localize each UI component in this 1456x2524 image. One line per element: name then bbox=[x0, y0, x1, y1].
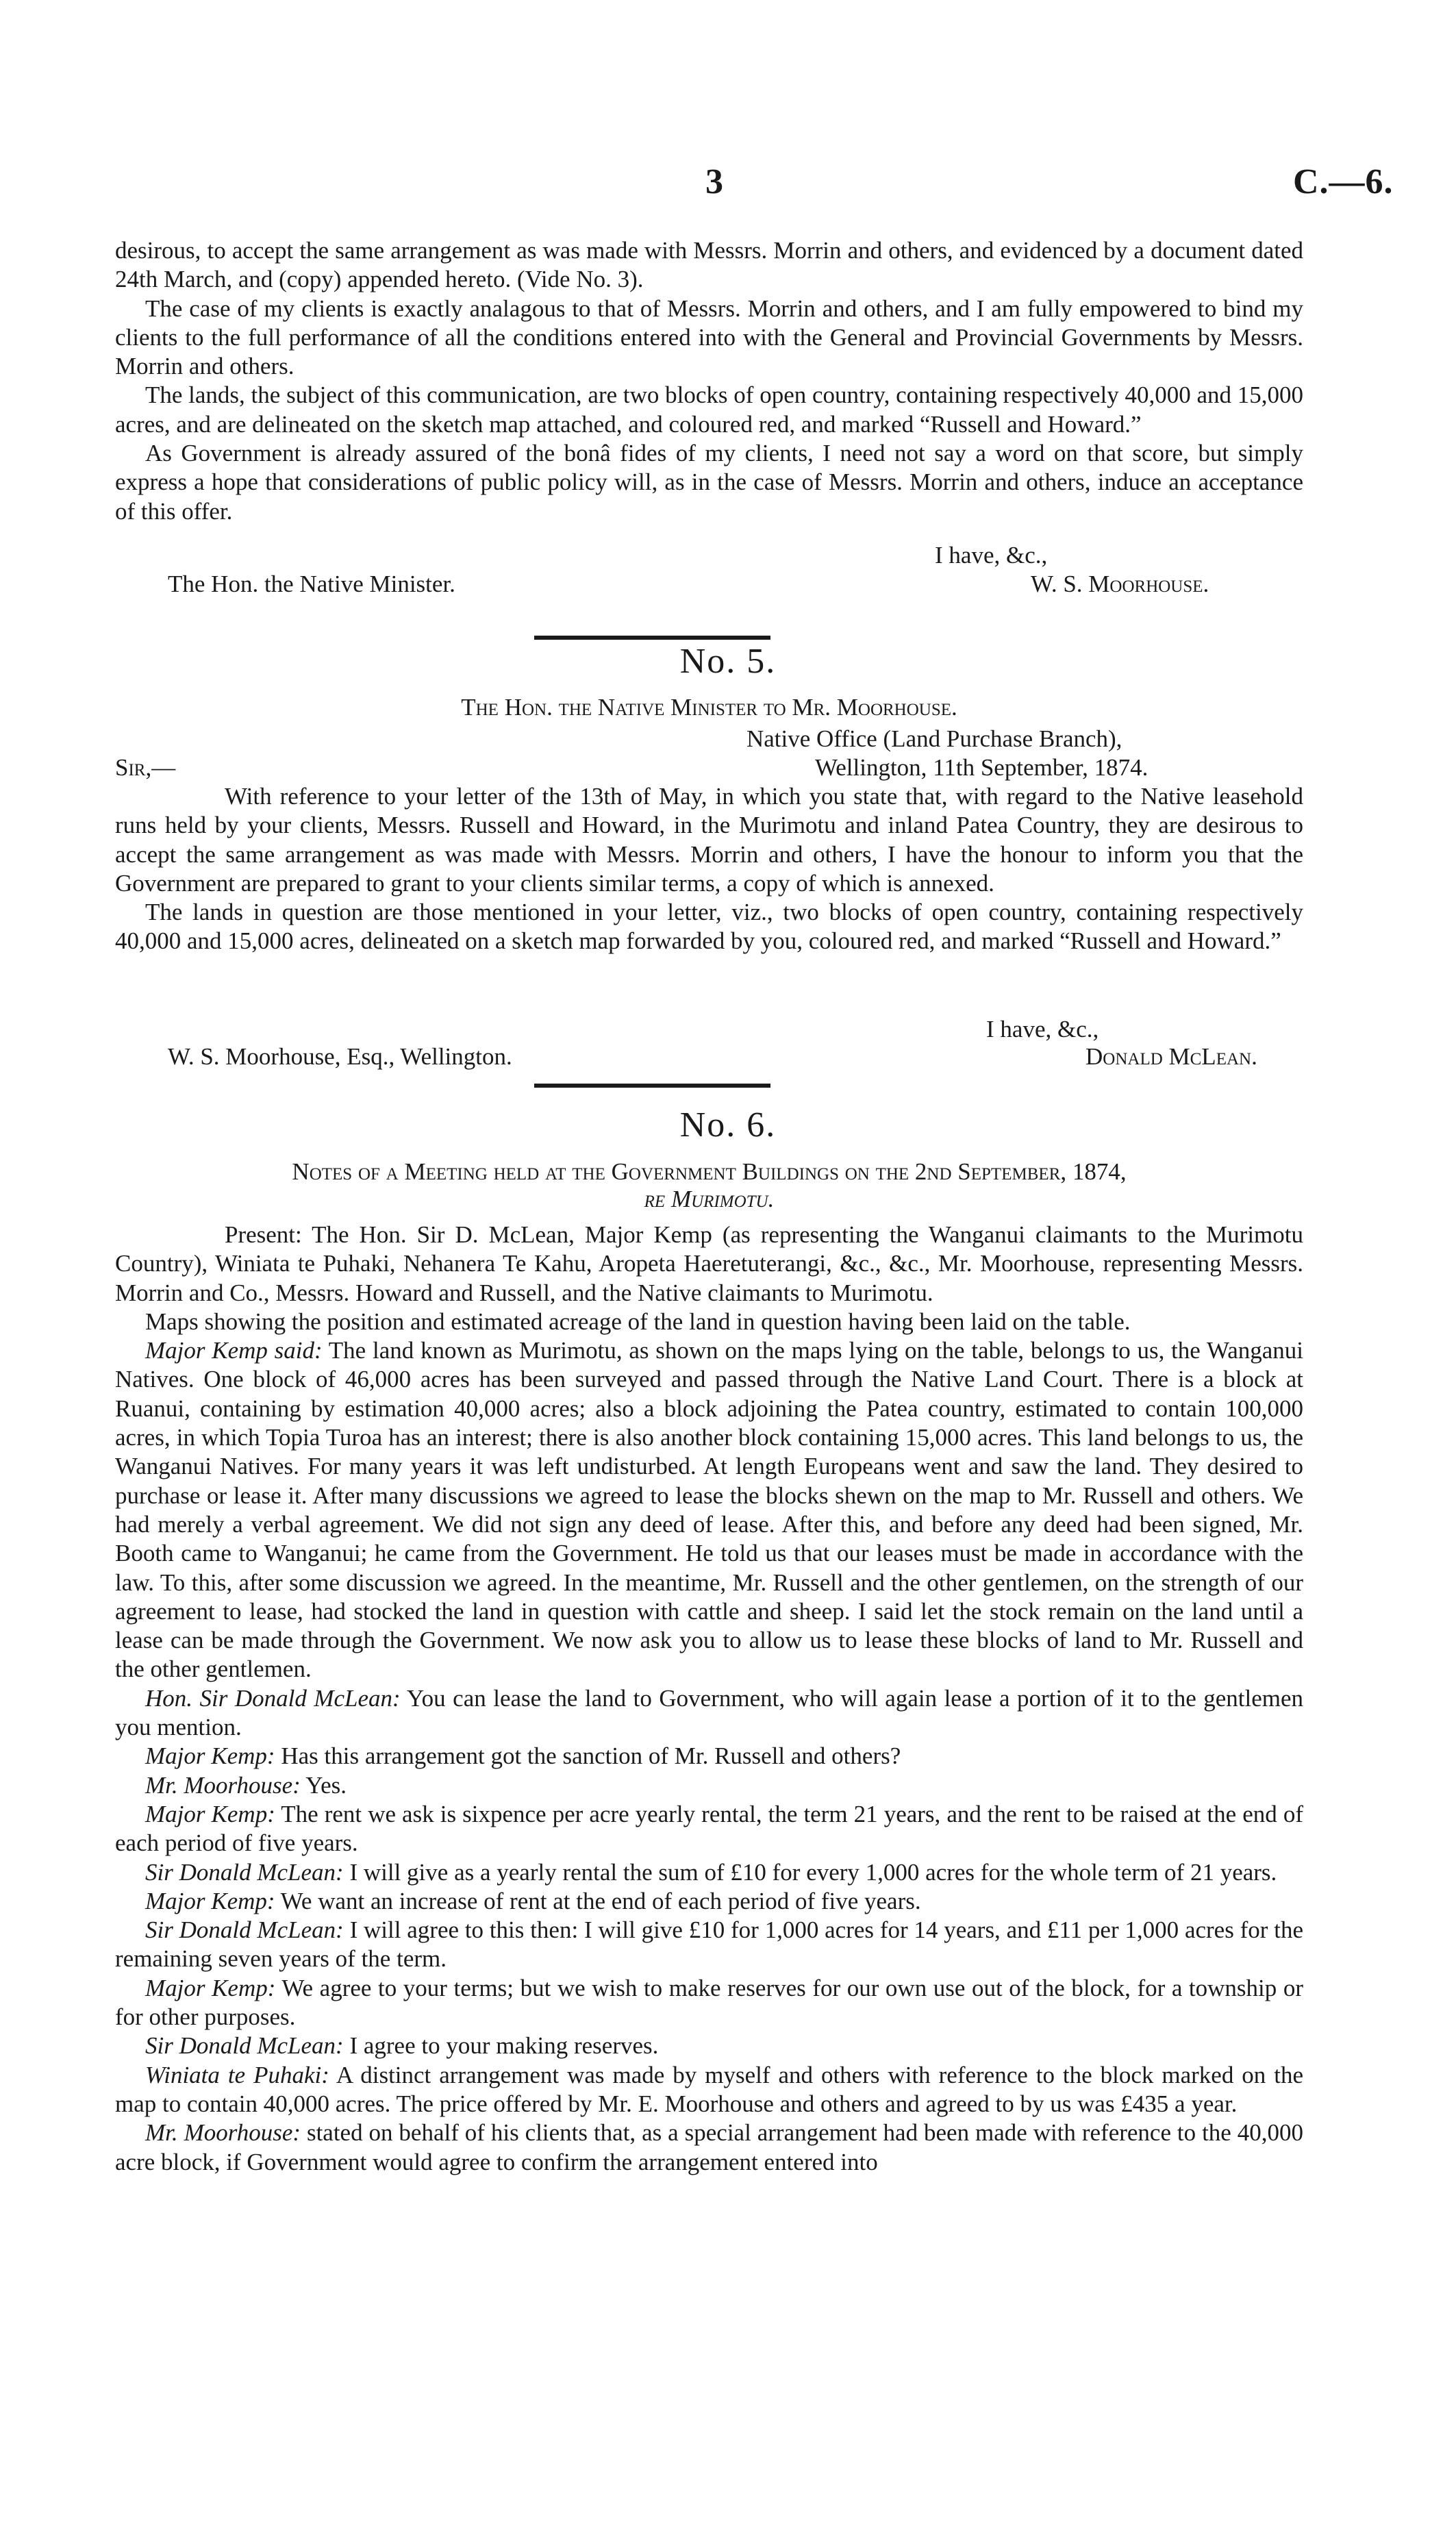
document-code: C.—6. bbox=[1293, 162, 1394, 201]
letter5-paragraph: With reference to your letter of the 13th of May, in which you state that, with regard to the Native leasehold runs held by your clients, Messrs. Russell and Howard, in the Murimotu and inland Patea Country, they are desirous to accept the same arrangement as was made with Messrs. Morrin and others, I have the honour to inform you that the Government are prepared to grant to your clients similar terms, a copy of which is annexed. bbox=[115, 783, 1303, 897]
page-number: 3 bbox=[705, 162, 723, 201]
speaker-text: I will agree to this then: I will give £10 for 1,000 acres for 14 years, and £11 per 1,000 acres for the remaining seven years of the term. bbox=[115, 1916, 1303, 1973]
speaker-text: The rent we ask is sixpence per acre yearly rental, the term 21 years, and the rent to be raised at the end of each period of five years. bbox=[115, 1800, 1303, 1857]
letter5-signature: Donald McLean. bbox=[1085, 1043, 1257, 1070]
exchange-paragraph bbox=[115, 2061, 1303, 2119]
exchange-paragraph bbox=[115, 1887, 1303, 1916]
letter4-paragraph: As Government is already assured of the bonâ fides of my clients, I need not say a word on that score, but simply express a hope that considerations of public policy will, as in the case of Messrs. Morrin and others, induce an acceptance of this offer. bbox=[115, 440, 1303, 525]
letter5-address-line2: Wellington, 11th September, 1874. bbox=[815, 754, 1149, 781]
speaker-name: Sir Donald McLean: bbox=[145, 1858, 344, 1886]
notes6-maps: Maps showing the position and estimated acreage of the land in question having been laid on the table. bbox=[145, 1308, 1131, 1335]
exchange-paragraph bbox=[115, 1684, 1303, 1742]
section-heading-no6: No. 6. bbox=[679, 1105, 777, 1145]
exchange-paragraph bbox=[115, 2032, 1303, 2060]
exchange-paragraph bbox=[115, 2119, 1303, 2177]
speaker-name: Major Kemp: bbox=[145, 1742, 275, 1770]
speaker-name: Major Kemp: bbox=[145, 1974, 276, 2001]
speaker-text: Yes. bbox=[300, 1771, 347, 1799]
letter5-closing: I have, &c., bbox=[986, 1016, 1099, 1042]
speaker-name: Sir Donald McLean: bbox=[145, 2032, 344, 2060]
letter4-closing: I have, &c., bbox=[935, 542, 1048, 568]
speaker-text: We agree to your terms; but we wish to make reserves for our own use out of the block, for a township or for other purposes. bbox=[115, 1974, 1303, 2031]
speaker-text: Has this arrangement got the sanction of Mr. Russell and others? bbox=[275, 1742, 901, 1770]
letter4-paragraph: desirous, to accept the same arrangement as was made with Messrs. Morrin and others, and evidenced by a document dated 24th March, and (copy) appended hereto. (Vide No. 3). bbox=[115, 237, 1303, 293]
section-divider bbox=[534, 1084, 770, 1088]
notes6-present: Present: The Hon. Sir D. McLean, Major Kemp (as representing the Wanganui claimants to the Murimotu Country), Winiata te Puhaki, Nehanera Te Kahu, Aropeta Haeretuterangi, &c., &c., Mr. Moorhouse, representing Messrs. Morrin and Co., Messrs. Howard and Russell, and the Native claimants to Murimotu. bbox=[115, 1221, 1303, 1306]
letter5-address-line1: Native Office (Land Purchase Branch), bbox=[746, 725, 1122, 752]
notes6-subheading-re: re Murimotu. bbox=[644, 1186, 775, 1212]
notes6-exchanges bbox=[115, 1336, 1303, 2177]
exchange-paragraph bbox=[115, 1800, 1303, 1858]
letter5-addressee: W. S. Moorhouse, Esq., Wellington. bbox=[168, 1043, 512, 1070]
letter4-paragraph: The lands, the subject of this communication, are two blocks of open country, containing respectively 40,000 and 15,000 acres, and are delineated on the sketch map attached, and coloured red, and marked “Russell and Howard.” bbox=[115, 382, 1303, 438]
letter5-salutation: Sir,— bbox=[115, 754, 176, 781]
exchange-paragraph bbox=[115, 1336, 1303, 1684]
exchange-paragraph bbox=[115, 1974, 1303, 2032]
speaker-text: I will give as a yearly rental the sum of £10 for every 1,000 acres for the whole term of 21 years. bbox=[343, 1858, 1277, 1886]
letter4-signature: W. S. Moorhouse. bbox=[1031, 571, 1209, 597]
letter4-paragraph: The case of my clients is exactly analagous to that of Messrs. Morrin and others, and I am fully empowered to bind my clients to the full performance of all the conditions entered into with the General and Provincial Governments by Messrs. Morrin and others. bbox=[115, 295, 1303, 380]
speaker-name: Major Kemp: bbox=[145, 1800, 275, 1827]
letter4-addressee: The Hon. the Native Minister. bbox=[168, 571, 455, 597]
notes6-subheading: Notes of a Meeting held at the Government Buildings on the 2nd September, 1874, bbox=[292, 1158, 1127, 1185]
speaker-text: You can lease the land to Government, who will again lease a portion of it to the gentlemen you mention. bbox=[115, 1684, 1303, 1741]
exchange-paragraph bbox=[115, 1771, 1303, 1800]
letter4-body bbox=[115, 236, 1303, 526]
speaker-text: We want an increase of rent at the end of each period of five years. bbox=[275, 1887, 921, 1914]
exchange-paragraph bbox=[115, 1916, 1303, 1974]
speaker-text: The land known as Murimotu, as shown on the maps lying on the table, belongs to us, the Wanganui Natives. One block of 46,000 acres has been surveyed and passed through the Native Land Court. There is a block at Ruanui, containing by estimation 40,000 acres; also a block adjoining the Patea country, estimated to contain 100,000 acres, in which Topia Turoa has an interest; there is also another block containing 15,000 acres. This land belongs to us, the Wanganui Natives. For many years it was left undisturbed. At length Europeans went and saw the land. They desired to purchase or lease it. After many discussions we agreed to lease the blocks shewn on the map to Mr. Russell and others. We had merely a verbal agreement. We did not sign any deed of lease. After this, and before any deed had been signed, Mr. Booth came to Wanganui; he came from the Government. He told us that our leases must be made in accordance with the law. To this, after some discussion we agreed. In the meantime, Mr. Russell and the other gentlemen, on the strength of our agreement to lease, had stocked the land in question with cattle and sheep. I said let the stock remain on the land until a lease can be made through the Government. We now ask you to allow us to lease these blocks of land to Mr. Russell and the other gentlemen. bbox=[115, 1337, 1303, 1683]
section-divider bbox=[534, 636, 770, 640]
letter5-paragraph: The lands in question are those mentioned in your letter, viz., two blocks of open country, containing respectively 40,000 and 15,000 acres, delineated on a sketch map forwarded by you, coloured red, and marked “Russell and Howard.” bbox=[115, 899, 1303, 955]
speaker-text: stated on behalf of his clients that, as a special arrangement had been made with reference to the 40,000 acre block, if Government would agree to confirm the arrangement entered into bbox=[115, 2119, 1303, 2175]
section-heading-no5: No. 5. bbox=[679, 642, 777, 681]
letter5-subheading: The Hon. the Native Minister to Mr. Moorhouse. bbox=[461, 694, 957, 721]
speaker-name: Sir Donald McLean: bbox=[145, 1916, 344, 1944]
speaker-name: Mr. Moorhouse: bbox=[145, 2119, 301, 2147]
speaker-text: I agree to your making reserves. bbox=[343, 2032, 659, 2060]
speaker-name: Mr. Moorhouse: bbox=[145, 1771, 301, 1799]
notes6-body bbox=[115, 1221, 1303, 2177]
exchange-paragraph bbox=[115, 1858, 1303, 1887]
speaker-text: A distinct arrangement was made by myself and others with reference to the block marked on the map to contain 40,000 acres. The price offered by Mr. E. Moorhouse and others and agreed to by us was £435 a year. bbox=[115, 2061, 1304, 2117]
speaker-name: Winiata te Puhaki: bbox=[145, 2061, 329, 2088]
speaker-name: Hon. Sir Donald McLean: bbox=[145, 1684, 401, 1712]
exchange-paragraph bbox=[115, 1742, 1303, 1771]
letter5-body bbox=[115, 782, 1303, 956]
speaker-name: Major Kemp: bbox=[145, 1887, 275, 1914]
speaker-name: Major Kemp said: bbox=[145, 1337, 323, 1364]
